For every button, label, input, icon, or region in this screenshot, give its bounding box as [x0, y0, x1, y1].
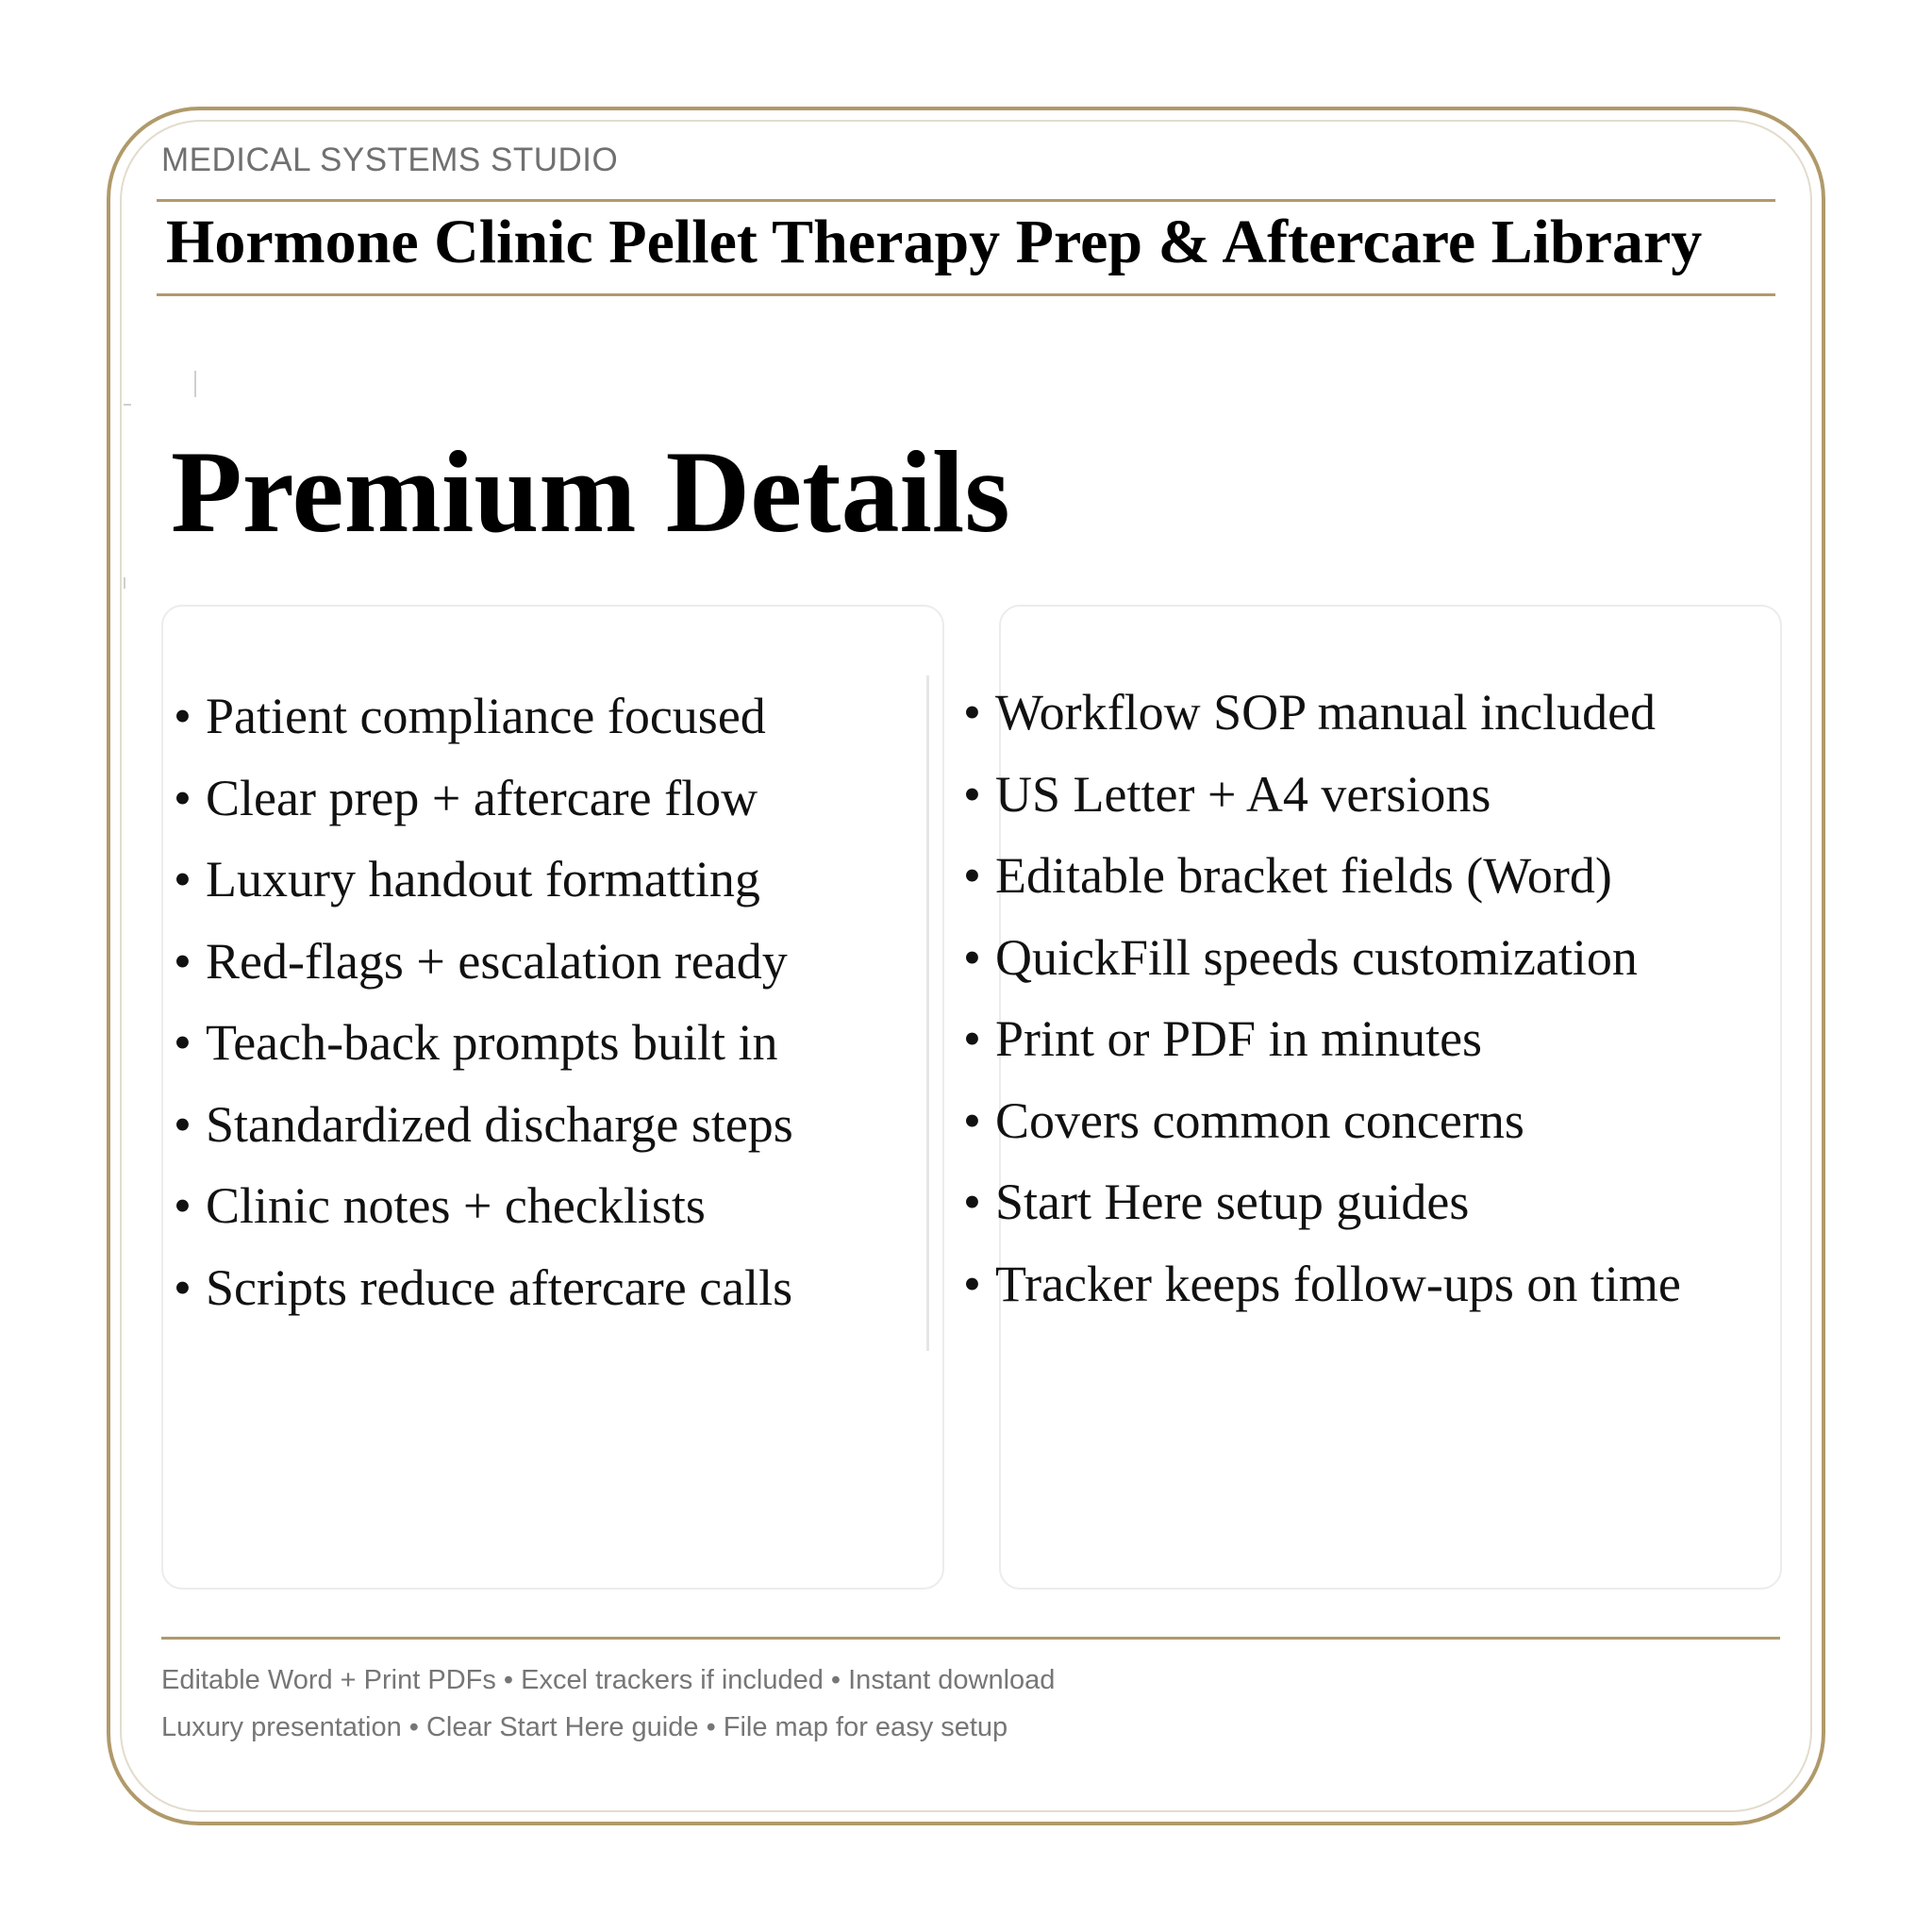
list-item-text: Clear prep + aftercare flow	[206, 769, 758, 826]
product-title: Hormone Clinic Pellet Therapy Prep & Aftercare Library	[166, 208, 1703, 276]
decorative-tick	[124, 577, 125, 589]
list-item-text: Red-flags + escalation ready	[206, 932, 788, 990]
bullet-icon: •	[963, 847, 981, 904]
list-item-text: QuickFill speeds customization	[995, 928, 1638, 986]
list-item	[963, 998, 1681, 1080]
section-title: Premium Details	[171, 427, 1010, 557]
list-item-text: Luxury handout formatting	[206, 851, 760, 908]
list-item	[174, 839, 793, 921]
list-item	[963, 835, 1681, 917]
brand-label: MEDICAL SYSTEMS STUDIO	[161, 142, 619, 178]
list-item-text: Start Here setup guides	[995, 1174, 1470, 1230]
column-divider	[926, 675, 929, 1351]
list-item	[963, 917, 1681, 999]
list-item	[174, 1165, 793, 1247]
header-bottom-rule	[157, 293, 1775, 296]
bullet-icon: •	[174, 1258, 192, 1316]
bullet-icon: •	[963, 1255, 981, 1312]
bullet-icon: •	[174, 1014, 192, 1071]
bullet-icon: •	[174, 932, 192, 990]
bullet-icon: •	[963, 928, 981, 986]
header-top-rule	[157, 199, 1775, 202]
bullet-icon: •	[174, 769, 192, 826]
decorative-tick	[194, 371, 196, 397]
list-item-text: Covers common concerns	[995, 1091, 1524, 1149]
list-item	[963, 1243, 1681, 1325]
list-item	[963, 1161, 1681, 1243]
decorative-tick	[124, 404, 131, 406]
list-item	[174, 1002, 793, 1084]
list-item-text: Workflow SOP manual included	[995, 684, 1657, 741]
feature-list-left	[174, 675, 793, 1328]
bullet-icon: •	[174, 1177, 192, 1234]
list-item-text: Teach-back prompts built in	[206, 1014, 778, 1071]
list-item	[174, 921, 793, 1003]
list-item-text: Scripts reduce aftercare calls	[206, 1258, 793, 1316]
bullet-icon: •	[963, 1091, 981, 1149]
list-item-text: Standardized discharge steps	[206, 1095, 793, 1153]
list-item	[963, 672, 1681, 754]
bullet-icon: •	[174, 688, 192, 744]
bullet-icon: •	[174, 1095, 192, 1153]
list-item-text: Tracker keeps follow-ups on time	[995, 1255, 1681, 1312]
list-item	[174, 758, 793, 840]
bullet-icon: •	[963, 1174, 981, 1230]
list-item	[174, 675, 793, 758]
footer-rule	[161, 1637, 1780, 1640]
bullet-icon: •	[963, 765, 981, 823]
list-item-text: Patient compliance focused	[206, 688, 766, 744]
list-item-text: Clinic notes + checklists	[206, 1177, 706, 1234]
footer-line-2: Luxury presentation • Clear Start Here guide • File map for easy setup	[161, 1712, 1008, 1742]
list-item-text: Print or PDF in minutes	[995, 1010, 1483, 1067]
list-item	[963, 754, 1681, 836]
list-item-text: Editable bracket fields (Word)	[995, 847, 1612, 904]
bullet-icon: •	[174, 851, 192, 908]
bullet-icon: •	[963, 1010, 981, 1067]
bullet-icon: •	[963, 684, 981, 741]
list-item-text: US Letter + A4 versions	[995, 765, 1491, 823]
footer-line-1: Editable Word + Print PDFs • Excel trackers if included • Instant download	[161, 1665, 1056, 1695]
list-item	[174, 1247, 793, 1329]
list-item	[174, 1084, 793, 1166]
feature-list-right	[963, 672, 1681, 1324]
list-item	[963, 1080, 1681, 1162]
